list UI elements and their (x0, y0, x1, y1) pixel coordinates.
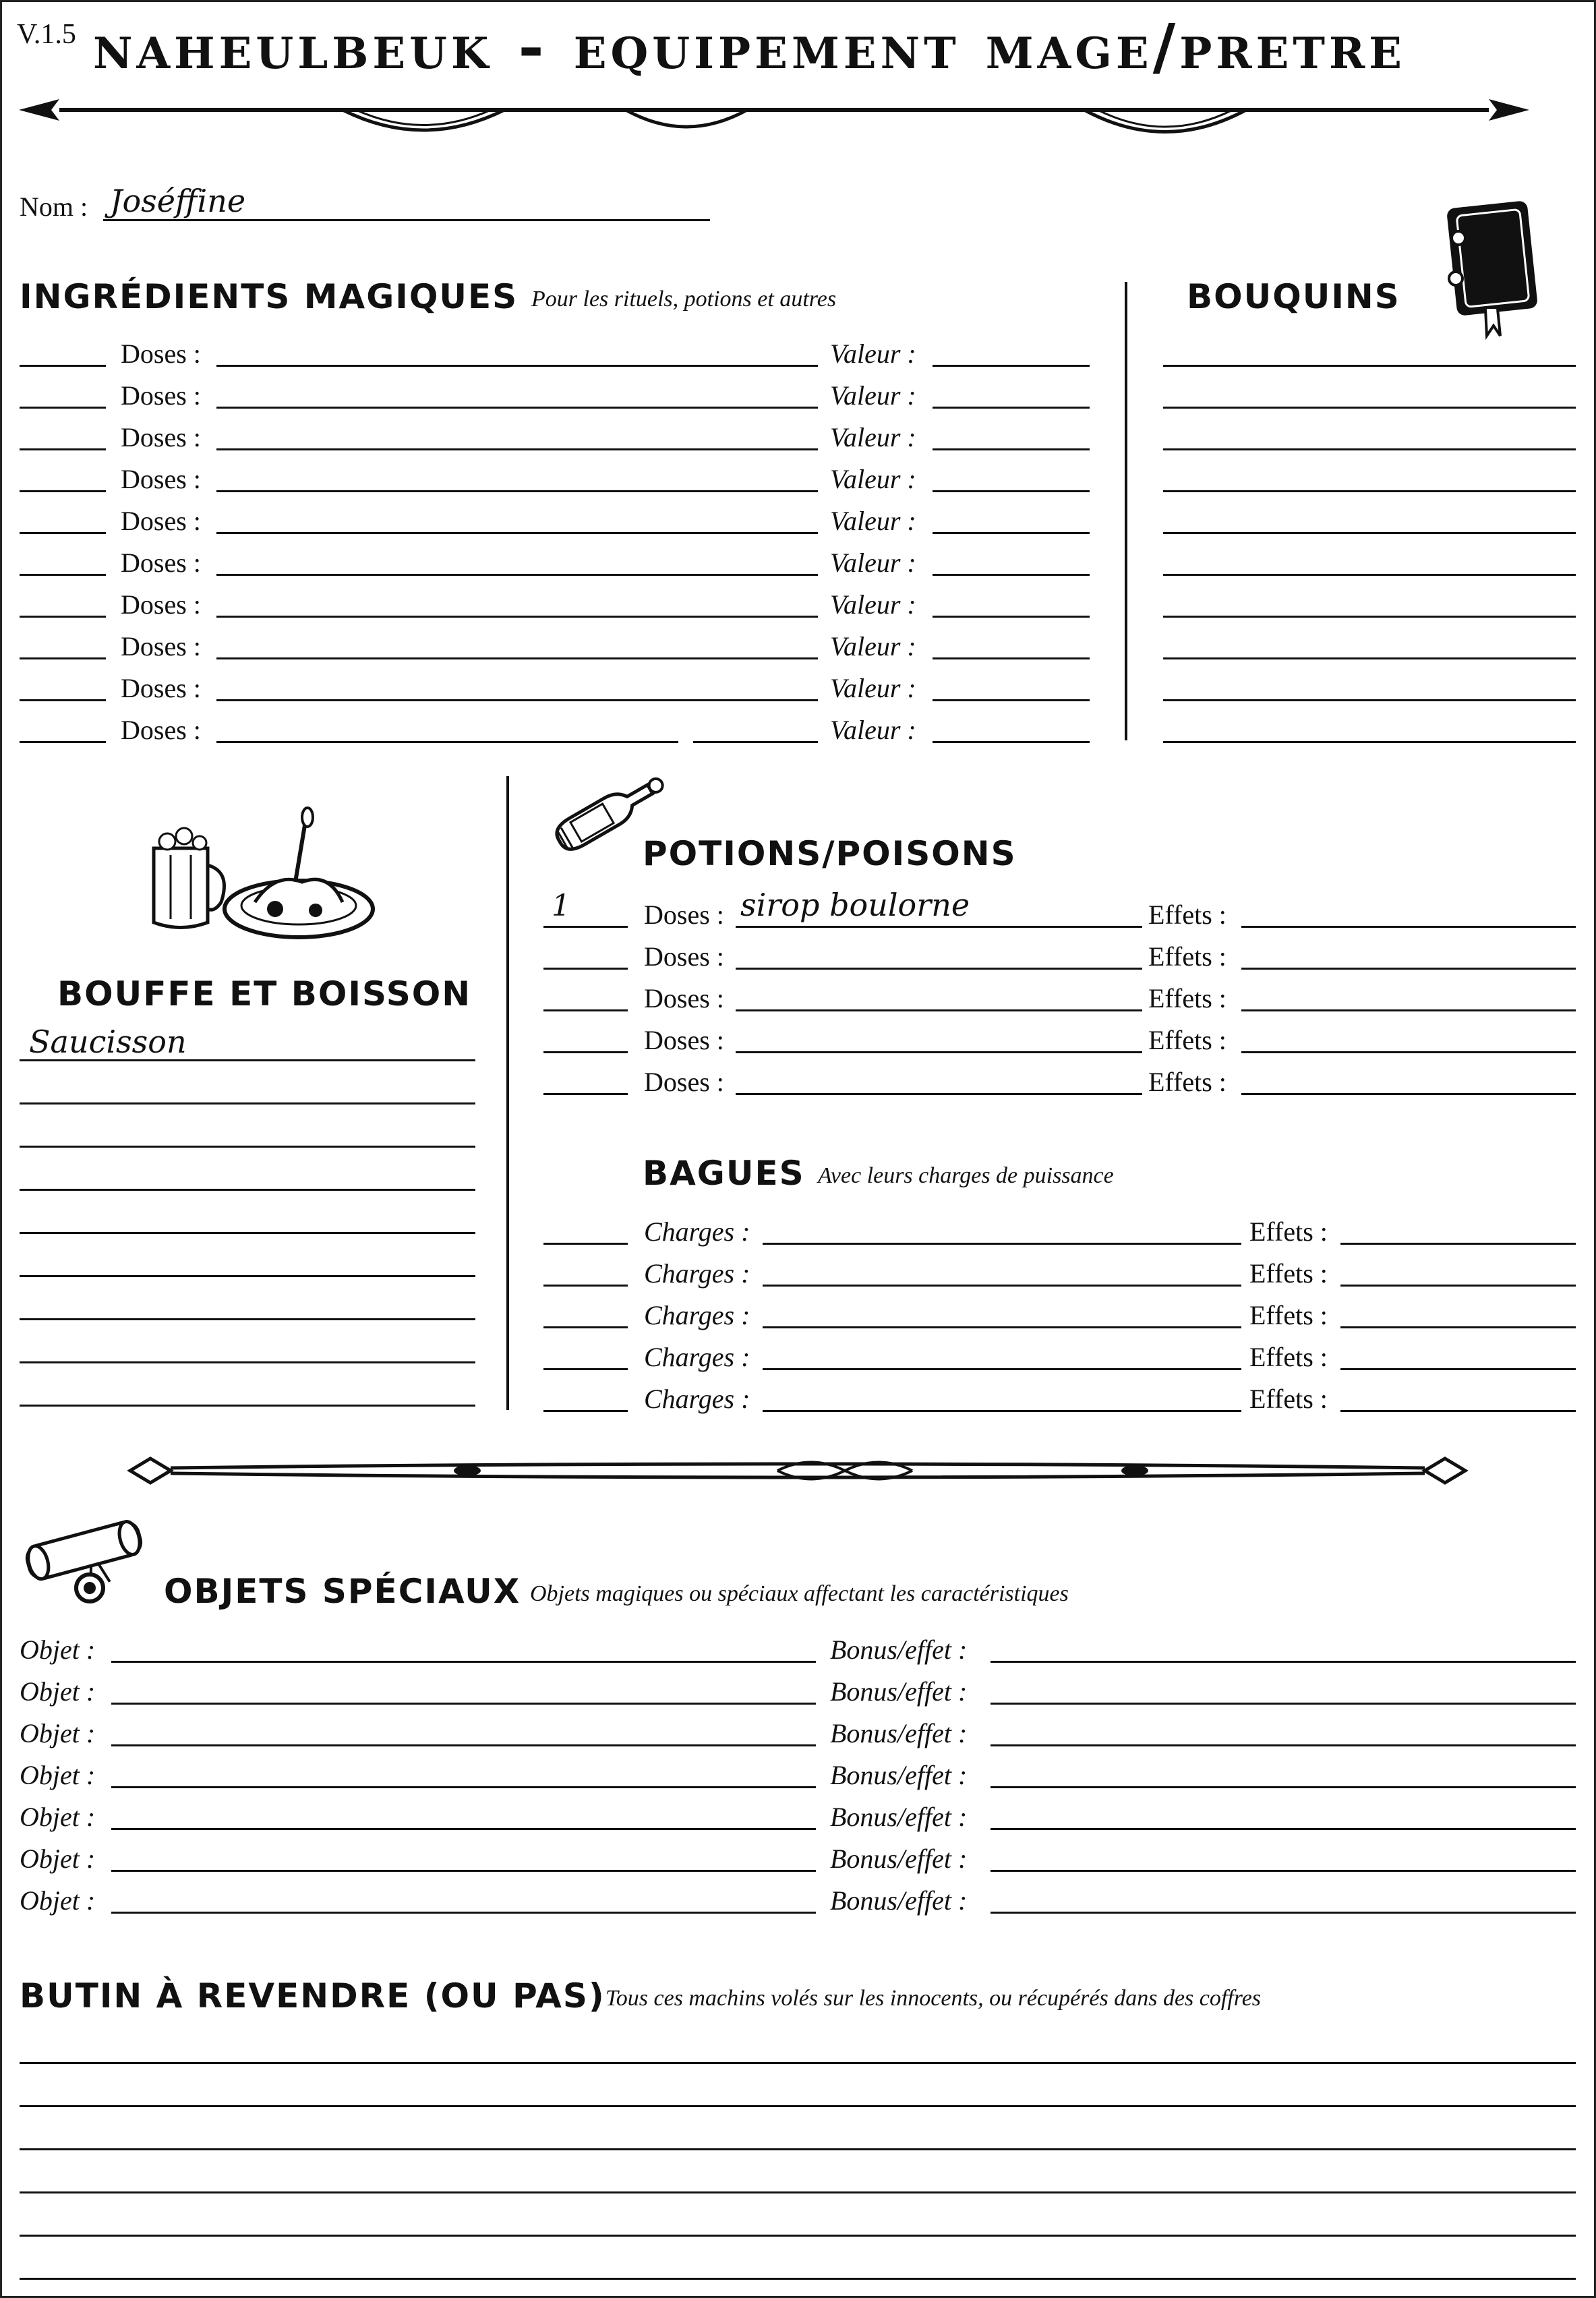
book-line[interactable] (1163, 699, 1576, 701)
ingredient-value-label: Valeur : (830, 673, 916, 703)
ring-effect-line[interactable] (1340, 1326, 1576, 1328)
ring-effect-label: Effets : (1249, 1384, 1328, 1414)
potion-effect-line[interactable] (1241, 1009, 1576, 1011)
food-line[interactable] (20, 1189, 475, 1191)
loot-line[interactable] (20, 2105, 1576, 2107)
ingredient-qty-line[interactable] (20, 657, 106, 659)
ring-charge-label: Charges : (644, 1216, 750, 1247)
books-divider (1125, 282, 1127, 740)
ingredient-dose-label: Doses : (121, 380, 201, 411)
special-bonus-label: Bonus/effet : (830, 1844, 968, 1874)
special-bonus-line[interactable] (991, 1661, 1576, 1663)
potion-effect-label: Effets : (1148, 1067, 1226, 1097)
ring-charge-label: Charges : (644, 1342, 750, 1372)
ring-effect-line[interactable] (1340, 1243, 1576, 1245)
potion-dose-label: Doses : (644, 983, 724, 1013)
potion-qty-line[interactable] (543, 968, 628, 970)
ingredient-name-line[interactable] (216, 574, 818, 576)
special-bonus-line[interactable] (991, 1870, 1576, 1872)
ring-effect-label: Effets : (1249, 1342, 1328, 1372)
ring-effect-label: Effets : (1249, 1258, 1328, 1289)
food-line[interactable] (20, 1102, 475, 1104)
potion-name-line[interactable] (736, 926, 1142, 928)
special-subtitle: Objets magiques ou spéciaux affectant les caractéristiques (530, 1581, 1069, 1606)
ring-charge-line[interactable] (763, 1368, 1241, 1370)
special-object-line[interactable] (111, 1870, 816, 1872)
ingredient-value-label: Valeur : (830, 338, 916, 369)
ingredient-qty-line[interactable] (20, 532, 106, 534)
page-title: naheulbeuk - equipement mage/pretre (93, 10, 1406, 83)
ingredient-qty-line[interactable] (20, 407, 106, 409)
special-bonus-label: Bonus/effet : (830, 1718, 968, 1748)
ring-qty-line[interactable] (543, 1243, 628, 1245)
food-title: BOUFFE ET BOISSON (57, 974, 472, 1013)
ring-charge-line[interactable] (763, 1285, 1241, 1287)
loot-line[interactable] (20, 2062, 1576, 2064)
food-line[interactable] (20, 1232, 475, 1234)
ring-qty-line[interactable] (543, 1326, 628, 1328)
potion-dose-label: Doses : (644, 1067, 724, 1097)
ingredient-name-line[interactable] (216, 365, 818, 367)
version-label: V.1.5 (17, 19, 76, 50)
ring-charge-label: Charges : (644, 1384, 750, 1414)
book-line[interactable] (1163, 407, 1576, 409)
ingredient-value-line[interactable] (933, 616, 1090, 618)
ingredient-qty-line[interactable] (20, 490, 106, 492)
ingredient-dose-label: Doses : (121, 548, 201, 578)
ingredient-value-line[interactable] (933, 490, 1090, 492)
ingredient-name-line[interactable] (216, 741, 678, 743)
potion-first-name[interactable]: sirop boulorne (740, 887, 970, 923)
potion-qty-line[interactable] (543, 1093, 628, 1095)
potion-name-line[interactable] (736, 1051, 1142, 1053)
ingredient-dose-label: Doses : (121, 589, 201, 620)
ring-effect-label: Effets : (1249, 1216, 1328, 1247)
ingredient-value-line[interactable] (933, 574, 1090, 576)
name-line (103, 219, 710, 221)
ingredient-name-line[interactable] (216, 407, 818, 409)
ring-effect-label: Effets : (1249, 1300, 1328, 1330)
special-object-label: Objet : (20, 1844, 96, 1874)
books-title: BOUQUINS (1187, 277, 1400, 316)
special-object-label: Objet : (20, 1760, 96, 1790)
book-line[interactable] (1163, 532, 1576, 534)
special-title: OBJETS SPÉCIAUX (164, 1572, 521, 1611)
loot-title: BUTIN À REVENDRE (OU PAS) (20, 1976, 605, 2015)
ingredient-value-line[interactable] (933, 532, 1090, 534)
food-line[interactable] (20, 1405, 475, 1407)
food-line[interactable] (20, 1146, 475, 1148)
special-bonus-label: Bonus/effet : (830, 1802, 968, 1832)
special-object-line[interactable] (111, 1744, 816, 1746)
potion-qty-line[interactable] (543, 1009, 628, 1011)
ingredient-name-line[interactable] (693, 741, 818, 743)
special-object-label: Objet : (20, 1718, 96, 1748)
rings-title: BAGUES (643, 1154, 805, 1193)
book-line[interactable] (1163, 616, 1576, 618)
special-object-label: Objet : (20, 1676, 96, 1707)
potion-effect-line[interactable] (1241, 926, 1576, 928)
ingredient-value-label: Valeur : (830, 631, 916, 661)
potion-first-qty[interactable]: 1 (552, 889, 570, 923)
loot-line[interactable] (20, 2235, 1576, 2237)
ring-qty-line[interactable] (543, 1368, 628, 1370)
special-bonus-label: Bonus/effet : (830, 1676, 968, 1707)
special-object-label: Objet : (20, 1802, 96, 1832)
scroll-ring-icon (19, 1512, 160, 1607)
potion-effect-label: Effets : (1148, 983, 1226, 1013)
ring-qty-line[interactable] (543, 1285, 628, 1287)
ingredient-name-line[interactable] (216, 490, 818, 492)
ingredient-dose-label: Doses : (121, 338, 201, 369)
special-object-line[interactable] (111, 1828, 816, 1830)
ring-qty-line[interactable] (543, 1410, 628, 1412)
potion-effect-line[interactable] (1241, 968, 1576, 970)
potion-dose-label: Doses : (644, 1025, 724, 1055)
potion-effect-line[interactable] (1241, 1051, 1576, 1053)
food-line[interactable] (20, 1059, 475, 1061)
book-icon (1438, 198, 1546, 339)
special-bonus-label: Bonus/effet : (830, 1885, 968, 1916)
ingredient-value-line[interactable] (933, 657, 1090, 659)
ingredient-value-label: Valeur : (830, 589, 916, 620)
name-value[interactable]: Joséffine (110, 183, 246, 219)
ingredient-qty-line[interactable] (20, 365, 106, 367)
special-object-line[interactable] (111, 1661, 816, 1663)
ingredient-value-line[interactable] (933, 448, 1090, 450)
ingredient-value-label: Valeur : (830, 464, 916, 494)
ingredient-qty-line[interactable] (20, 741, 106, 743)
potion-effect-label: Effets : (1148, 900, 1226, 930)
ring-effect-line[interactable] (1340, 1368, 1576, 1370)
ingredient-value-line[interactable] (933, 365, 1090, 367)
ingredients-title: INGRÉDIENTS MAGIQUES (20, 277, 519, 316)
potion-effect-label: Effets : (1148, 941, 1226, 972)
special-object-label: Objet : (20, 1885, 96, 1916)
potion-qty-line[interactable] (543, 926, 628, 928)
food-first-entry[interactable]: Saucisson (29, 1024, 187, 1060)
food-line[interactable] (20, 1318, 475, 1320)
special-object-line[interactable] (111, 1786, 816, 1788)
book-line[interactable] (1163, 741, 1576, 743)
ring-charge-line[interactable] (763, 1243, 1241, 1245)
special-bonus-label: Bonus/effet : (830, 1634, 968, 1665)
potion-dose-label: Doses : (644, 941, 724, 972)
special-bonus-line[interactable] (991, 1786, 1576, 1788)
ingredient-name-line[interactable] (216, 532, 818, 534)
rings-subtitle: Avec leurs charges de puissance (818, 1163, 1114, 1188)
ingredient-value-label: Valeur : (830, 715, 916, 745)
ingredient-value-label: Valeur : (830, 506, 916, 536)
book-line[interactable] (1163, 365, 1576, 367)
ingredient-name-line[interactable] (216, 699, 818, 701)
ring-charge-line[interactable] (763, 1410, 1241, 1412)
special-object-label: Objet : (20, 1634, 96, 1665)
potion-qty-line[interactable] (543, 1051, 628, 1053)
ring-effect-line[interactable] (1340, 1410, 1576, 1412)
potion-name-line[interactable] (736, 968, 1142, 970)
ingredient-qty-line[interactable] (20, 699, 106, 701)
ingredient-value-line[interactable] (933, 699, 1090, 701)
food-line[interactable] (20, 1275, 475, 1277)
ring-charge-label: Charges : (644, 1300, 750, 1330)
special-object-line[interactable] (111, 1912, 816, 1914)
potion-effect-line[interactable] (1241, 1093, 1576, 1095)
ingredient-dose-label: Doses : (121, 631, 201, 661)
name-label: Nom : (20, 192, 88, 222)
potion-name-line[interactable] (736, 1093, 1142, 1095)
ingredient-name-line[interactable] (216, 657, 818, 659)
ingredient-value-label: Valeur : (830, 380, 916, 411)
loot-line[interactable] (20, 2278, 1576, 2280)
loot-subtitle: Tous ces machins volés sur les innocents, ou récupérés dans des coffres (605, 1986, 1262, 2011)
special-bonus-line[interactable] (991, 1828, 1576, 1830)
potion-name-line[interactable] (736, 1009, 1142, 1011)
staff-divider-icon (130, 1450, 1465, 1491)
middle-divider (506, 776, 509, 1410)
special-bonus-label: Bonus/effet : (830, 1760, 968, 1790)
loot-line[interactable] (20, 2191, 1576, 2193)
loot-line[interactable] (20, 2148, 1576, 2150)
food-platter-icon (140, 808, 376, 943)
special-object-line[interactable] (111, 1703, 816, 1705)
ring-charge-line[interactable] (763, 1326, 1241, 1328)
ingredient-qty-line[interactable] (20, 574, 106, 576)
book-line[interactable] (1163, 490, 1576, 492)
ingredient-dose-label: Doses : (121, 422, 201, 452)
potion-dose-label: Doses : (644, 900, 724, 930)
ingredient-dose-label: Doses : (121, 464, 201, 494)
book-line[interactable] (1163, 448, 1576, 450)
ingredient-dose-label: Doses : (121, 673, 201, 703)
special-bonus-line[interactable] (991, 1703, 1576, 1705)
ring-effect-line[interactable] (1340, 1285, 1576, 1287)
ingredient-value-line[interactable] (933, 741, 1090, 743)
ingredient-dose-label: Doses : (121, 506, 201, 536)
ring-charge-label: Charges : (644, 1258, 750, 1289)
ingredient-qty-line[interactable] (20, 616, 106, 618)
ingredients-subtitle: Pour les rituels, potions et autres (531, 287, 837, 312)
potion-effect-label: Effets : (1148, 1025, 1226, 1055)
ingredient-qty-line[interactable] (20, 448, 106, 450)
ingredient-name-line[interactable] (216, 448, 818, 450)
book-line[interactable] (1163, 574, 1576, 576)
special-bonus-line[interactable] (991, 1912, 1576, 1914)
ingredient-dose-label: Doses : (121, 715, 201, 745)
ingredient-value-line[interactable] (933, 407, 1090, 409)
food-line[interactable] (20, 1361, 475, 1363)
spear-divider-icon (19, 90, 1529, 150)
book-line[interactable] (1163, 657, 1576, 659)
special-bonus-line[interactable] (991, 1744, 1576, 1746)
ingredient-value-label: Valeur : (830, 548, 916, 578)
ingredient-name-line[interactable] (216, 616, 818, 618)
ingredient-value-label: Valeur : (830, 422, 916, 452)
potions-title: POTIONS/POISONS (643, 834, 1017, 873)
